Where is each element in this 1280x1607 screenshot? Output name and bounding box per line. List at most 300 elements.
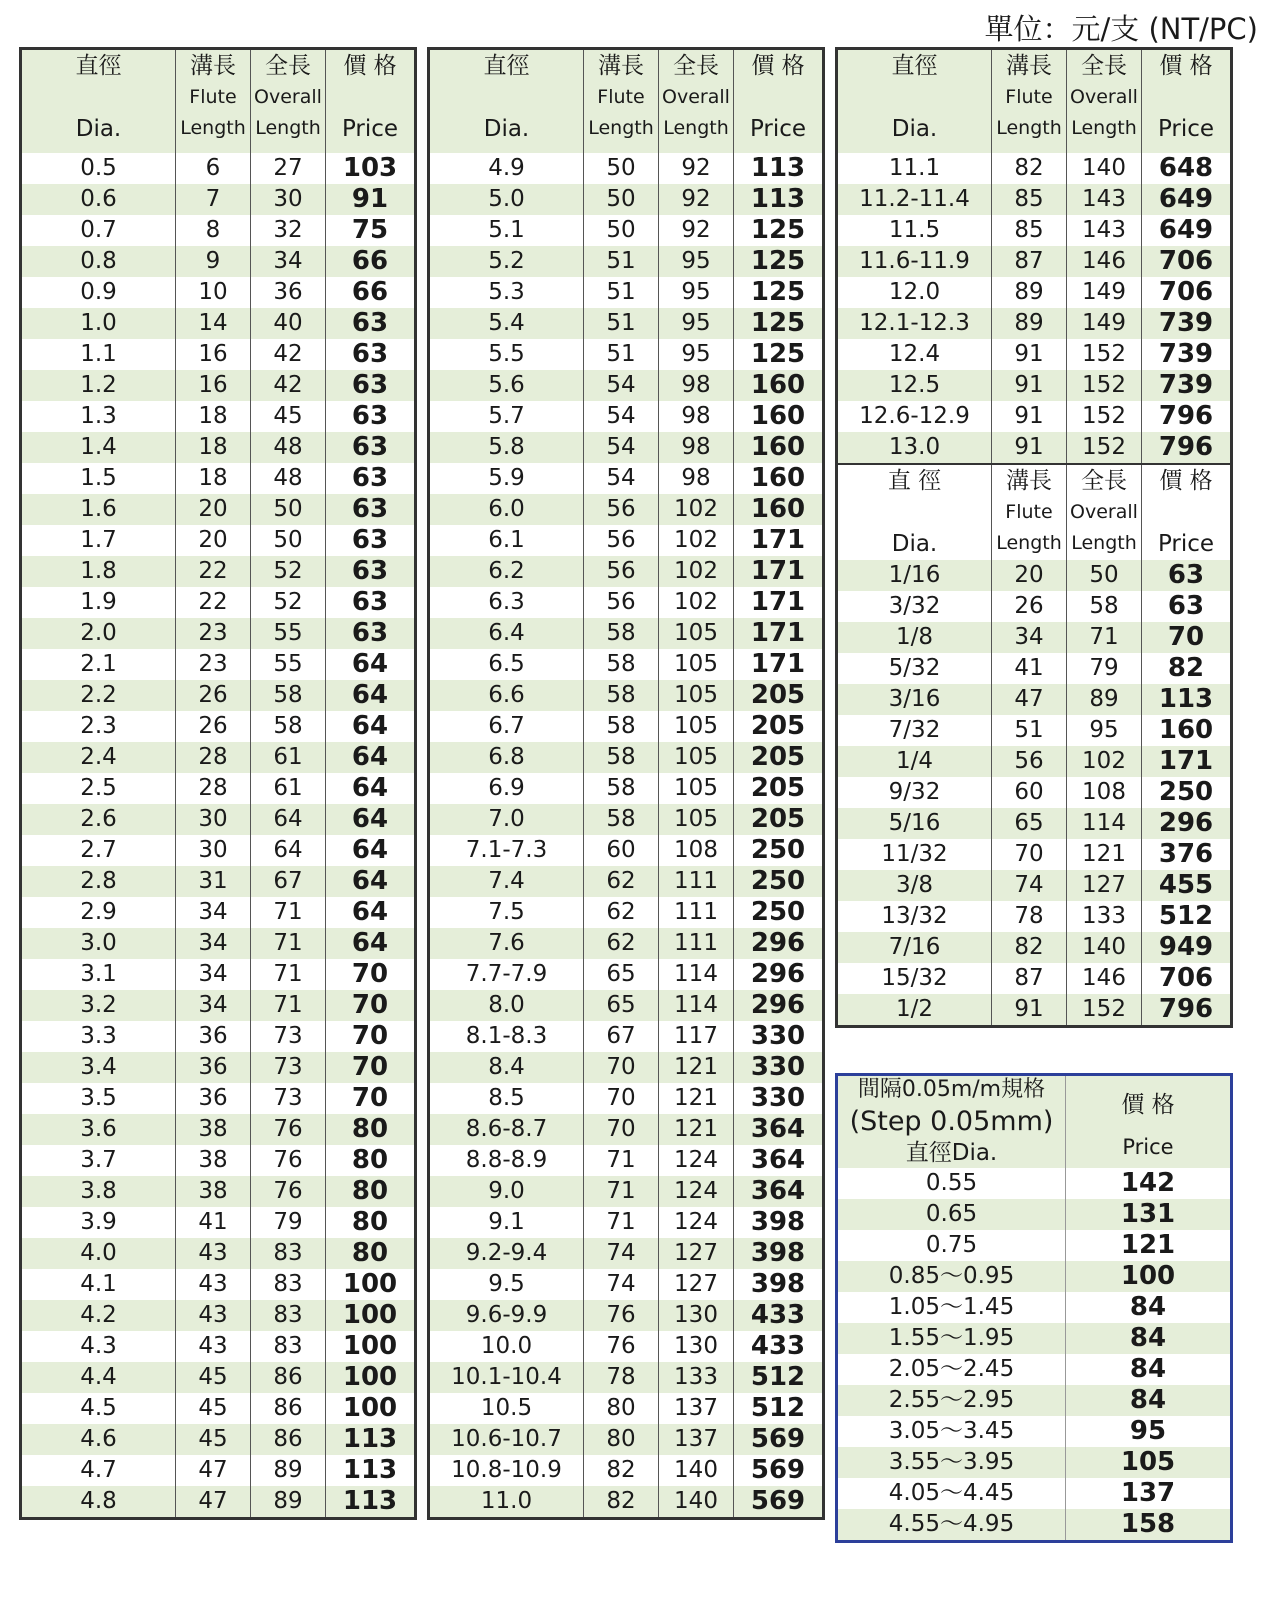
overall-length-cell: 105 <box>659 618 734 649</box>
table-row <box>837 870 1232 901</box>
flute-length-cell: 78 <box>584 1362 659 1393</box>
overall-length-cell: 64 <box>251 835 326 866</box>
overall-length-cell: 40 <box>251 308 326 339</box>
dia-cell: 0.65 <box>837 1199 1066 1230</box>
price-cell: 706 <box>1142 277 1232 308</box>
dia-cell: 8.1-8.3 <box>465 1023 548 1049</box>
flute-length-cell: 56 <box>584 556 659 587</box>
overall-length-cell: 105 <box>659 742 734 773</box>
price-cell: 63 <box>326 370 416 401</box>
dia-cell: 4.05～4.45 <box>888 1480 1015 1506</box>
dia-cell: 3.7 <box>80 1147 117 1173</box>
overall-length-cell: 71 <box>251 959 326 990</box>
overall-length-cell: 130 <box>659 1300 734 1331</box>
overall-length-cell: 140 <box>659 1455 734 1486</box>
price-cell: 648 <box>1142 153 1232 184</box>
flute-length-cell: 67 <box>584 1021 659 1052</box>
price-cell: 739 <box>1142 370 1232 401</box>
price-cell: 70 <box>326 1052 416 1083</box>
price-cell: 63 <box>326 339 416 370</box>
price-cell: 569 <box>734 1424 824 1455</box>
overall-length-cell: 92 <box>659 153 734 184</box>
flute-length-cell: 22 <box>176 556 251 587</box>
price-cell: 64 <box>326 742 416 773</box>
price-cell: 66 <box>326 277 416 308</box>
dia-cell: 3.05～3.45 <box>888 1418 1015 1444</box>
overall-length-cell: 121 <box>1067 839 1142 870</box>
price-cell: 70 <box>326 1021 416 1052</box>
flute-length-cell: 23 <box>176 649 251 680</box>
dia-cell: 3/16 <box>837 684 992 715</box>
overall-length-cell: 58 <box>1067 591 1142 622</box>
price-cell: 100 <box>326 1331 416 1362</box>
price-cell: 64 <box>326 897 416 928</box>
header-overall: 全長 Overall Length <box>659 49 734 154</box>
dia-cell: 2.3 <box>80 713 117 739</box>
price-cell: 64 <box>326 928 416 959</box>
overall-length-cell: 67 <box>251 866 326 897</box>
price-cell: 512 <box>734 1393 824 1424</box>
price-cell: 64 <box>326 804 416 835</box>
table-header-row <box>429 49 824 154</box>
flute-length-cell: 58 <box>584 742 659 773</box>
flute-length-cell: 71 <box>584 1145 659 1176</box>
table-row <box>429 339 824 370</box>
overall-length-cell: 50 <box>1067 560 1142 591</box>
overall-length-cell: 111 <box>659 866 734 897</box>
table-row <box>21 897 416 928</box>
flute-length-cell: 51 <box>584 246 659 277</box>
table-row <box>429 308 824 339</box>
price-cell: 296 <box>734 928 824 959</box>
flute-length-cell: 18 <box>176 401 251 432</box>
flute-length-cell: 54 <box>584 370 659 401</box>
overall-length-cell: 95 <box>659 339 734 370</box>
overall-length-cell: 137 <box>659 1424 734 1455</box>
dia-cell: 1.7 <box>80 527 117 553</box>
flute-length-cell: 62 <box>584 897 659 928</box>
dia-cell: 13.0 <box>837 432 992 464</box>
flute-length-cell: 26 <box>992 591 1067 622</box>
overall-length-cell: 95 <box>1067 715 1142 746</box>
flute-length-cell: 34 <box>176 897 251 928</box>
table-header-row <box>21 49 416 154</box>
table-row <box>837 1261 1232 1292</box>
overall-length-cell: 76 <box>251 1145 326 1176</box>
flute-length-cell: 82 <box>992 153 1067 184</box>
price-table-1 <box>19 47 417 1520</box>
overall-length-cell: 98 <box>659 463 734 494</box>
table-row <box>21 928 416 959</box>
dia-cell: 6.0 <box>429 494 584 525</box>
dia-cell: 5.7 <box>488 403 525 429</box>
overall-length-cell: 86 <box>251 1393 326 1424</box>
dia-cell: 7.4 <box>429 866 584 897</box>
dia-cell: 2.4 <box>21 742 176 773</box>
overall-length-cell: 52 <box>251 587 326 618</box>
flute-length-cell: 38 <box>176 1114 251 1145</box>
flute-length-cell: 91 <box>992 339 1067 370</box>
dia-cell: 1.5 <box>80 465 117 491</box>
overall-length-cell: 73 <box>251 1083 326 1114</box>
table-row <box>837 746 1232 777</box>
price-cell: 64 <box>326 773 416 804</box>
dia-cell: 3.55～3.95 <box>837 1447 1066 1478</box>
overall-length-cell: 83 <box>251 1331 326 1362</box>
table-row <box>21 711 416 742</box>
overall-length-cell: 95 <box>659 246 734 277</box>
price-cell: 171 <box>734 525 824 556</box>
table-row <box>21 556 416 587</box>
dia-cell: 9/32 <box>888 779 941 805</box>
price-cell: 91 <box>326 184 416 215</box>
table-row <box>429 277 824 308</box>
flute-length-cell: 82 <box>992 932 1067 963</box>
price-cell: 105 <box>1066 1447 1232 1478</box>
overall-length-cell: 61 <box>251 742 326 773</box>
flute-length-cell: 36 <box>176 1052 251 1083</box>
table-row <box>429 1269 824 1300</box>
table-row <box>21 866 416 897</box>
overall-length-cell: 152 <box>1067 432 1142 464</box>
overall-length-cell: 140 <box>1067 932 1142 963</box>
table-row <box>429 246 824 277</box>
price-cell: 113 <box>326 1486 416 1519</box>
flute-length-cell: 34 <box>992 622 1067 653</box>
dia-cell: 13/32 <box>881 903 948 929</box>
overall-length-cell: 149 <box>1067 277 1142 308</box>
dia-cell: 4.0 <box>21 1238 176 1269</box>
price-cell: 137 <box>1066 1478 1232 1509</box>
dia-cell: 2.05～2.45 <box>888 1356 1015 1382</box>
table-row <box>21 463 416 494</box>
dia-cell: 6.1 <box>488 527 525 553</box>
overall-length-cell: 50 <box>251 525 326 556</box>
flute-length-cell: 7 <box>176 184 251 215</box>
table-row <box>837 308 1232 339</box>
price-cell: 64 <box>326 680 416 711</box>
table-row <box>429 1114 824 1145</box>
table-row <box>21 1021 416 1052</box>
flute-length-cell: 26 <box>176 680 251 711</box>
table-row <box>21 1176 416 1207</box>
table-body <box>21 153 416 1519</box>
table-row <box>837 994 1232 1027</box>
step-table-body <box>837 1168 1232 1542</box>
overall-length-cell: 105 <box>659 804 734 835</box>
flute-length-cell: 70 <box>584 1052 659 1083</box>
price-cell: 296 <box>1142 808 1232 839</box>
dia-cell: 5.4 <box>429 308 584 339</box>
table-row <box>21 277 416 308</box>
dia-cell: 12.6-12.9 <box>859 403 970 429</box>
dia-cell: 3/32 <box>888 593 941 619</box>
dia-cell: 11.5 <box>888 217 941 243</box>
price-cell: 569 <box>734 1455 824 1486</box>
price-cell: 796 <box>1142 432 1232 464</box>
overall-length-cell: 34 <box>251 246 326 277</box>
overall-length-cell: 143 <box>1067 215 1142 246</box>
overall-length-cell: 140 <box>659 1486 734 1519</box>
table-row <box>429 184 824 215</box>
overall-length-cell: 42 <box>251 370 326 401</box>
flute-length-cell: 28 <box>176 742 251 773</box>
price-cell: 80 <box>326 1114 416 1145</box>
flute-length-cell: 47 <box>992 684 1067 715</box>
table-row <box>21 1393 416 1424</box>
flute-length-cell: 8 <box>176 215 251 246</box>
overall-length-cell: 152 <box>1067 994 1142 1027</box>
dia-cell: 0.5 <box>80 155 117 181</box>
overall-length-cell: 143 <box>1067 184 1142 215</box>
overall-length-cell: 64 <box>251 804 326 835</box>
flute-length-cell: 31 <box>176 866 251 897</box>
price-cell: 113 <box>1142 684 1232 715</box>
table-row <box>429 432 824 463</box>
flute-length-cell: 50 <box>584 153 659 184</box>
table-body <box>837 153 1232 464</box>
flute-length-cell: 58 <box>584 804 659 835</box>
table-row <box>21 432 416 463</box>
overall-length-cell: 58 <box>251 711 326 742</box>
dia-cell: 11.6-11.9 <box>837 246 992 277</box>
flute-length-cell: 60 <box>992 777 1067 808</box>
price-cell: 398 <box>734 1238 824 1269</box>
dia-cell: 7.1-7.3 <box>465 837 548 863</box>
flute-length-cell: 22 <box>176 587 251 618</box>
table-row <box>429 835 824 866</box>
table-row <box>837 1416 1232 1447</box>
table-row <box>21 990 416 1021</box>
table-row <box>21 1052 416 1083</box>
table-row <box>21 1424 416 1455</box>
flute-length-cell: 58 <box>584 680 659 711</box>
imperial-header-row <box>837 464 1232 560</box>
price-cell: 171 <box>734 649 824 680</box>
dia-cell: 11.1 <box>888 155 941 181</box>
table-row <box>429 773 824 804</box>
dia-cell: 3.2 <box>21 990 176 1021</box>
overall-length-cell: 95 <box>659 277 734 308</box>
overall-length-cell: 55 <box>251 649 326 680</box>
flute-length-cell: 65 <box>584 990 659 1021</box>
overall-length-cell: 140 <box>1067 153 1142 184</box>
price-cell: 103 <box>326 153 416 184</box>
table-row <box>21 618 416 649</box>
overall-length-cell: 111 <box>659 897 734 928</box>
header-flute-imperial: 溝長 Flute Length <box>992 464 1067 560</box>
dia-cell: 7.0 <box>429 804 584 835</box>
dia-cell: 12.0 <box>888 279 941 305</box>
dia-cell: 5.8 <box>429 432 584 463</box>
table-row <box>429 1331 824 1362</box>
overall-length-cell: 73 <box>251 1021 326 1052</box>
price-cell: 171 <box>734 556 824 587</box>
price-cell: 125 <box>734 277 824 308</box>
overall-length-cell: 73 <box>251 1052 326 1083</box>
dia-cell: 6.3 <box>488 589 525 615</box>
table-row <box>429 1393 824 1424</box>
table-row <box>429 1145 824 1176</box>
flute-length-cell: 14 <box>176 308 251 339</box>
price-cell: 398 <box>734 1207 824 1238</box>
overall-length-cell: 30 <box>251 184 326 215</box>
table-row <box>429 1424 824 1455</box>
price-cell: 131 <box>1066 1199 1232 1230</box>
price-cell: 398 <box>734 1269 824 1300</box>
flute-length-cell: 18 <box>176 432 251 463</box>
price-cell: 70 <box>326 959 416 990</box>
header-price: 價 格 Price <box>734 49 824 154</box>
table-row <box>429 866 824 897</box>
dia-cell: 15/32 <box>881 965 948 991</box>
dia-cell: 4.2 <box>21 1300 176 1331</box>
table-row <box>837 715 1232 746</box>
dia-cell: 12.5 <box>837 370 992 401</box>
table-row <box>429 525 824 556</box>
price-cell: 205 <box>734 804 824 835</box>
flute-length-cell: 80 <box>584 1424 659 1455</box>
dia-cell: 0.75 <box>925 1232 978 1258</box>
table-row <box>21 246 416 277</box>
dia-cell: 9.5 <box>488 1271 525 1297</box>
dia-cell: 0.9 <box>80 279 117 305</box>
flute-length-cell: 62 <box>584 866 659 897</box>
price-cell: 100 <box>326 1393 416 1424</box>
price-cell: 84 <box>1066 1323 1232 1354</box>
table-row <box>21 339 416 370</box>
overall-length-cell: 114 <box>659 990 734 1021</box>
price-cell: 364 <box>734 1145 824 1176</box>
table-row <box>429 1207 824 1238</box>
table-row <box>21 649 416 680</box>
table-row <box>837 932 1232 963</box>
overall-length-cell: 127 <box>1067 870 1142 901</box>
table-row <box>429 1300 824 1331</box>
overall-length-cell: 71 <box>251 928 326 959</box>
overall-length-cell: 105 <box>659 773 734 804</box>
table-row <box>429 1176 824 1207</box>
overall-length-cell: 95 <box>659 308 734 339</box>
table-row <box>429 1362 824 1393</box>
overall-length-cell: 98 <box>659 370 734 401</box>
overall-length-cell: 152 <box>1067 370 1142 401</box>
flute-length-cell: 76 <box>584 1331 659 1362</box>
flute-length-cell: 34 <box>176 959 251 990</box>
overall-length-cell: 86 <box>251 1362 326 1393</box>
price-cell: 739 <box>1142 339 1232 370</box>
dia-cell: 2.6 <box>21 804 176 835</box>
flute-length-cell: 71 <box>584 1207 659 1238</box>
header-flute: 溝長 Flute Length <box>992 49 1067 154</box>
price-cell: 250 <box>734 866 824 897</box>
step-header-price: 價 格 Price <box>1066 1075 1232 1169</box>
flute-length-cell: 47 <box>176 1486 251 1519</box>
overall-length-cell: 76 <box>251 1176 326 1207</box>
dia-cell: 4.55～4.95 <box>837 1509 1066 1542</box>
flute-length-cell: 36 <box>176 1083 251 1114</box>
table-row <box>429 153 824 184</box>
dia-cell: 7/16 <box>837 932 992 963</box>
table-row <box>21 1238 416 1269</box>
header-price: 價 格 Price <box>1142 49 1232 154</box>
price-cell: 364 <box>734 1114 824 1145</box>
dia-cell: 5/32 <box>888 655 941 681</box>
dia-cell: 4.6 <box>21 1424 176 1455</box>
dia-cell: 1.4 <box>21 432 176 463</box>
overall-length-cell: 50 <box>251 494 326 525</box>
price-cell: 84 <box>1066 1292 1232 1323</box>
price-cell: 796 <box>1142 401 1232 432</box>
dia-cell: 5/16 <box>837 808 992 839</box>
overall-length-cell: 102 <box>659 587 734 618</box>
price-cell: 205 <box>734 680 824 711</box>
table-row <box>21 1269 416 1300</box>
overall-length-cell: 58 <box>251 680 326 711</box>
table-row <box>429 649 824 680</box>
overall-length-cell: 105 <box>659 680 734 711</box>
table-row <box>837 560 1232 591</box>
flute-length-cell: 10 <box>176 277 251 308</box>
dia-cell: 5.0 <box>429 184 584 215</box>
table-row <box>429 215 824 246</box>
price-cell: 376 <box>1142 839 1232 870</box>
table-row <box>837 653 1232 684</box>
dia-cell: 2.8 <box>21 866 176 897</box>
flute-length-cell: 89 <box>992 277 1067 308</box>
step-header-dia: 間隔0.05m/m規格 (Step 0.05mm) 直徑Dia. <box>837 1075 1066 1169</box>
price-cell: 84 <box>1066 1354 1232 1385</box>
price-cell: 113 <box>734 153 824 184</box>
table-row <box>837 622 1232 653</box>
table-row <box>837 401 1232 432</box>
price-cell: 64 <box>326 649 416 680</box>
flute-length-cell: 70 <box>992 839 1067 870</box>
overall-length-cell: 83 <box>251 1300 326 1331</box>
dia-cell: 2.1 <box>80 651 117 677</box>
price-cell: 296 <box>734 959 824 990</box>
table-row <box>21 959 416 990</box>
dia-cell: 4.9 <box>488 155 525 181</box>
price-cell: 250 <box>1142 777 1232 808</box>
table-row <box>21 494 416 525</box>
table-row <box>429 959 824 990</box>
table-row <box>429 1238 824 1269</box>
flute-length-cell: 56 <box>584 587 659 618</box>
table-row <box>429 897 824 928</box>
price-cell: 100 <box>326 1362 416 1393</box>
dia-cell: 7.5 <box>488 899 525 925</box>
flute-length-cell: 43 <box>176 1331 251 1362</box>
overall-length-cell: 121 <box>659 1083 734 1114</box>
table-row <box>837 1168 1232 1199</box>
overall-length-cell: 27 <box>251 153 326 184</box>
table-row <box>21 742 416 773</box>
flute-length-cell: 16 <box>176 370 251 401</box>
dia-cell: 3.3 <box>80 1023 117 1049</box>
table-row <box>837 215 1232 246</box>
price-cell: 100 <box>326 1269 416 1300</box>
header-flute: 溝長 Flute Length <box>584 49 659 154</box>
flute-length-cell: 45 <box>176 1424 251 1455</box>
overall-length-cell: 149 <box>1067 308 1142 339</box>
flute-length-cell: 65 <box>584 959 659 990</box>
dia-cell: 1.55～1.95 <box>837 1323 1066 1354</box>
header-dia-imperial: 直 徑 Dia. <box>837 464 992 560</box>
dia-cell: 5.1 <box>488 217 525 243</box>
dia-cell: 6.6 <box>429 680 584 711</box>
overall-length-cell: 48 <box>251 463 326 494</box>
